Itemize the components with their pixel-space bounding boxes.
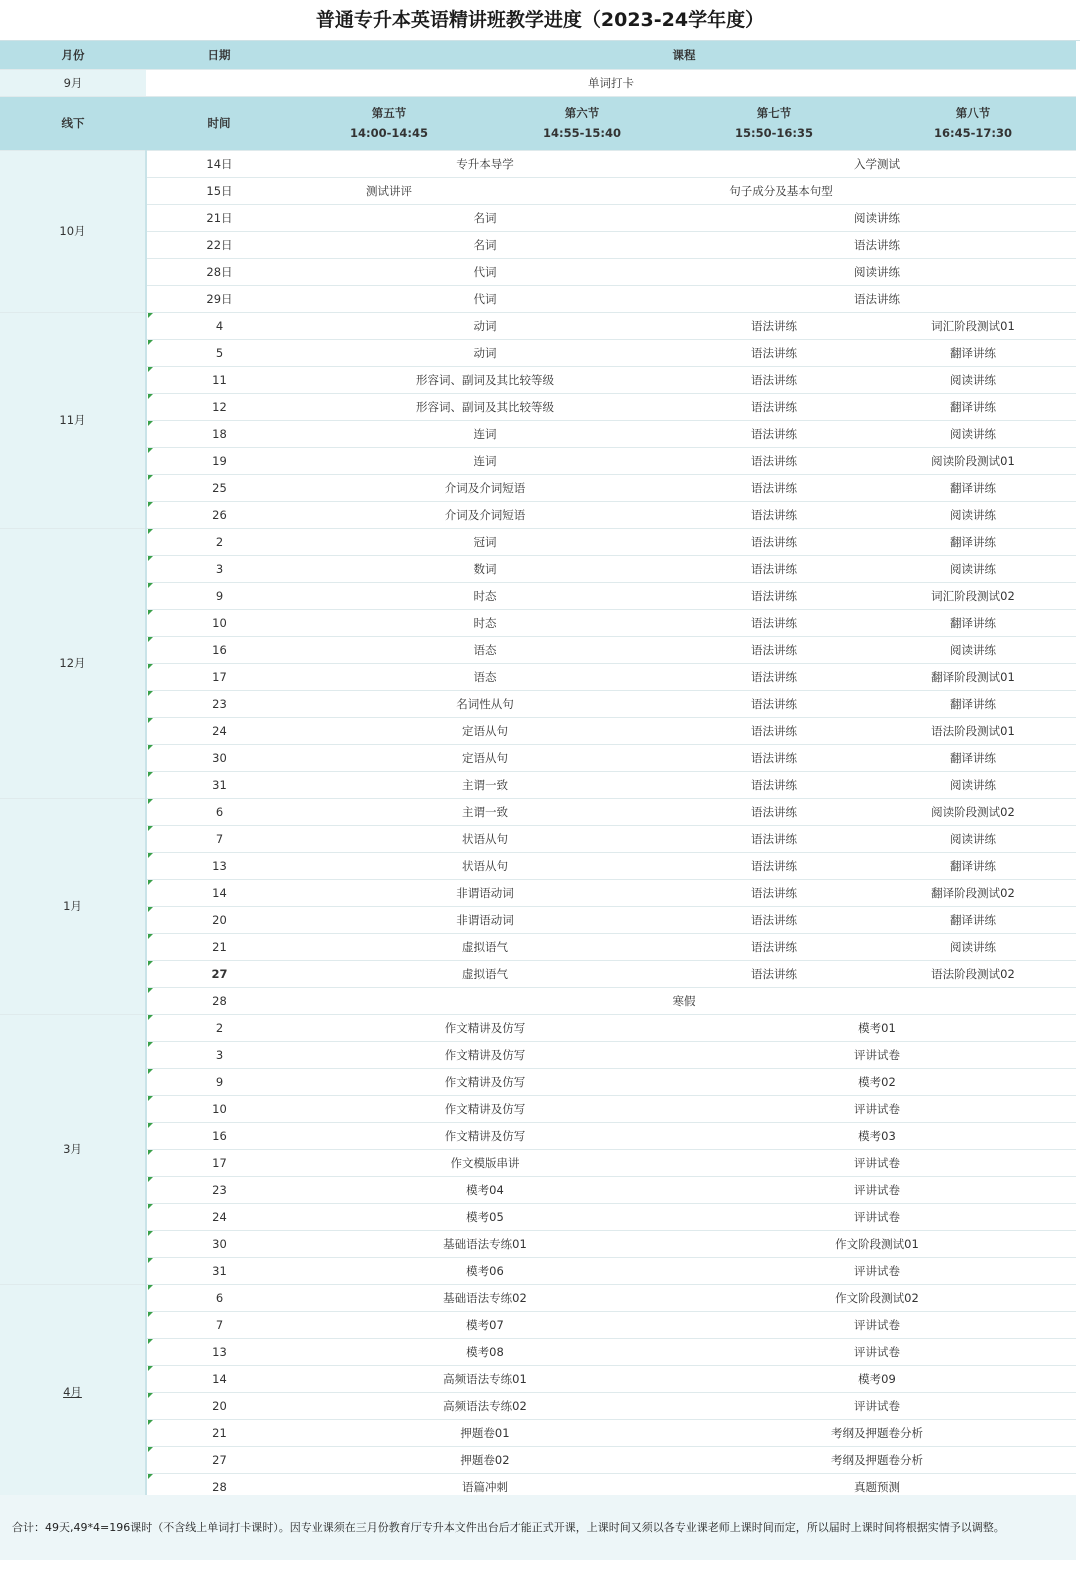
session-name: 第六节	[564, 106, 600, 120]
course-cell: 时态	[292, 609, 678, 636]
course-cell: 主谓一致	[292, 771, 678, 798]
course-cell: 形容词、副词及其比较等级	[292, 393, 678, 420]
table-row	[0, 528, 1076, 555]
september-course: 单词打卡	[146, 69, 1076, 96]
table-row	[0, 1014, 1076, 1041]
table-row	[0, 312, 1076, 339]
footer-note: 合计：49天,49*4=196课时（不含线上单词打卡课时）。因专业课须在三月份教育厅专升本文件出台后才能正式开课，上课时间又须以各专业课老师上课时间而定，所以届时上课时间将根据实情予以调整。	[0, 1495, 1076, 1560]
session-name: 第五节	[371, 106, 407, 120]
course-cell: 作文精讲及仿写	[292, 1122, 678, 1149]
course-cell: 翻译讲练	[870, 690, 1076, 717]
date-cell: 31	[146, 771, 292, 798]
course-cell: 高频语法专练02	[292, 1392, 678, 1419]
table-row	[0, 906, 1076, 933]
course-cell: 基础语法专练01	[292, 1230, 678, 1257]
course-cell: 阅读讲练	[870, 933, 1076, 960]
table-row	[0, 771, 1076, 798]
table-row	[0, 960, 1076, 987]
date-cell: 11	[146, 366, 292, 393]
month-label: 12月	[0, 528, 146, 798]
course-cell: 语法讲练	[678, 582, 870, 609]
course-cell: 数词	[292, 555, 678, 582]
course-cell: 评讲试卷	[678, 1149, 1076, 1176]
table-row	[0, 204, 1076, 231]
date-cell: 3	[146, 555, 292, 582]
table-row	[0, 1311, 1076, 1338]
course-cell: 真题预测	[678, 1473, 1076, 1500]
course-cell: 阅读讲练	[870, 825, 1076, 852]
date-cell: 3	[146, 1041, 292, 1068]
table-row	[0, 555, 1076, 582]
schedule-table	[0, 41, 1076, 1501]
date-cell: 25	[146, 474, 292, 501]
course-cell: 语态	[292, 636, 678, 663]
course-cell: 时态	[292, 582, 678, 609]
date-cell: 28日	[146, 258, 292, 285]
course-cell: 测试讲评	[292, 177, 486, 204]
session-header	[678, 96, 870, 150]
table-row	[0, 582, 1076, 609]
course-cell: 阅读讲练	[678, 204, 1076, 231]
course-cell: 语法讲练	[678, 852, 870, 879]
course-cell: 语法讲练	[678, 663, 870, 690]
month-label: 4月	[0, 1284, 146, 1500]
table-row	[0, 501, 1076, 528]
table-row	[0, 1392, 1076, 1419]
course-cell: 翻译讲练	[870, 393, 1076, 420]
month-label: 10月	[0, 150, 146, 312]
table-row	[0, 393, 1076, 420]
course-cell: 语法讲练	[678, 879, 870, 906]
course-cell: 语法讲练	[678, 798, 870, 825]
course-cell: 词汇阶段测试01	[870, 312, 1076, 339]
course-cell: 评讲试卷	[678, 1392, 1076, 1419]
course-cell: 考纲及押题卷分析	[678, 1419, 1076, 1446]
course-cell: 模考09	[678, 1365, 1076, 1392]
course-cell: 翻译讲练	[870, 744, 1076, 771]
course-cell: 语法讲练	[678, 231, 1076, 258]
course-cell: 语法讲练	[678, 825, 870, 852]
session-time: 15:50-16:35	[735, 126, 813, 140]
date-cell: 10	[146, 609, 292, 636]
course-cell: 虚拟语气	[292, 960, 678, 987]
course-cell: 考纲及押题卷分析	[678, 1446, 1076, 1473]
september-row	[0, 69, 1076, 96]
course-cell: 语法讲练	[678, 312, 870, 339]
table-row	[0, 150, 1076, 177]
date-cell: 18	[146, 420, 292, 447]
table-row	[0, 339, 1076, 366]
course-cell: 模考02	[678, 1068, 1076, 1095]
date-cell: 2	[146, 528, 292, 555]
date-cell: 2	[146, 1014, 292, 1041]
table-row	[0, 285, 1076, 312]
header-date: 日期	[146, 41, 292, 69]
course-cell: 动词	[292, 339, 678, 366]
course-cell: 定语从句	[292, 744, 678, 771]
date-cell: 23	[146, 1176, 292, 1203]
course-cell: 语法讲练	[678, 771, 870, 798]
course-cell: 语法讲练	[678, 609, 870, 636]
date-cell: 31	[146, 1257, 292, 1284]
table-row	[0, 231, 1076, 258]
table-row	[0, 663, 1076, 690]
course-cell: 模考01	[678, 1014, 1076, 1041]
holiday-cell: 寒假	[292, 987, 1076, 1014]
course-cell: 评讲试卷	[678, 1203, 1076, 1230]
date-cell: 15日	[146, 177, 292, 204]
date-cell: 29日	[146, 285, 292, 312]
session-header	[870, 96, 1076, 150]
course-cell: 主谓一致	[292, 798, 678, 825]
date-cell: 17	[146, 663, 292, 690]
course-cell: 语法讲练	[678, 960, 870, 987]
table-row	[0, 933, 1076, 960]
date-cell: 26	[146, 501, 292, 528]
table-row	[0, 1068, 1076, 1095]
course-cell: 名词	[292, 231, 678, 258]
date-cell: 13	[146, 852, 292, 879]
course-cell: 语法阶段测试02	[870, 960, 1076, 987]
date-cell: 16	[146, 636, 292, 663]
course-cell: 语法讲练	[678, 447, 870, 474]
header-offline: 线下	[0, 96, 146, 150]
course-cell: 翻译阶段测试02	[870, 879, 1076, 906]
course-cell: 评讲试卷	[678, 1311, 1076, 1338]
table-row	[0, 1230, 1076, 1257]
table-row	[0, 474, 1076, 501]
table-row	[0, 1446, 1076, 1473]
course-cell: 语法讲练	[678, 717, 870, 744]
course-cell: 状语从句	[292, 852, 678, 879]
date-cell: 7	[146, 825, 292, 852]
course-cell: 非谓语动词	[292, 879, 678, 906]
course-cell: 评讲试卷	[678, 1041, 1076, 1068]
month-label: 3月	[0, 1014, 146, 1284]
course-cell: 翻译讲练	[870, 339, 1076, 366]
course-cell: 作文精讲及仿写	[292, 1068, 678, 1095]
date-cell: 9	[146, 582, 292, 609]
course-cell: 作文阶段测试01	[678, 1230, 1076, 1257]
course-cell: 语法讲练	[678, 285, 1076, 312]
table-row	[0, 1176, 1076, 1203]
course-cell: 阅读阶段测试02	[870, 798, 1076, 825]
date-cell: 5	[146, 339, 292, 366]
course-cell: 入学测试	[678, 150, 1076, 177]
course-cell: 模考06	[292, 1257, 678, 1284]
course-cell: 语法阶段测试01	[870, 717, 1076, 744]
header-time: 时间	[146, 96, 292, 150]
table-row	[0, 825, 1076, 852]
month-label: 1月	[0, 798, 146, 1014]
date-cell: 22日	[146, 231, 292, 258]
table-row	[0, 1041, 1076, 1068]
session-header	[292, 96, 486, 150]
course-cell: 语法讲练	[678, 528, 870, 555]
course-cell: 句子成分及基本句型	[486, 177, 1076, 204]
date-cell: 10	[146, 1095, 292, 1122]
course-cell: 作文精讲及仿写	[292, 1014, 678, 1041]
table-row	[0, 1365, 1076, 1392]
course-cell: 翻译讲练	[870, 906, 1076, 933]
course-cell: 阅读讲练	[678, 258, 1076, 285]
date-cell: 27	[146, 960, 292, 987]
course-cell: 词汇阶段测试02	[870, 582, 1076, 609]
date-cell: 4	[146, 312, 292, 339]
table-row	[0, 1122, 1076, 1149]
course-cell: 语法讲练	[678, 906, 870, 933]
table-row	[0, 717, 1076, 744]
date-cell: 14	[146, 1365, 292, 1392]
date-cell: 7	[146, 1311, 292, 1338]
date-cell: 6	[146, 1284, 292, 1311]
date-cell: 19	[146, 447, 292, 474]
course-cell: 阅读讲练	[870, 771, 1076, 798]
session-time: 14:00-14:45	[350, 126, 428, 140]
date-cell: 14	[146, 879, 292, 906]
date-cell: 21日	[146, 204, 292, 231]
date-cell: 24	[146, 1203, 292, 1230]
date-cell: 27	[146, 1446, 292, 1473]
course-cell: 专升本导学	[292, 150, 678, 177]
table-row	[0, 420, 1076, 447]
table-row	[0, 1095, 1076, 1122]
course-cell: 冠词	[292, 528, 678, 555]
date-cell: 12	[146, 393, 292, 420]
header-row-sessions	[0, 96, 1076, 150]
table-row	[0, 987, 1076, 1014]
course-cell: 模考08	[292, 1338, 678, 1365]
date-cell: 21	[146, 933, 292, 960]
table-row	[0, 1284, 1076, 1311]
course-cell: 评讲试卷	[678, 1338, 1076, 1365]
table-row	[0, 447, 1076, 474]
table-row	[0, 1149, 1076, 1176]
date-cell: 20	[146, 1392, 292, 1419]
date-cell: 20	[146, 906, 292, 933]
date-cell: 21	[146, 1419, 292, 1446]
table-row	[0, 366, 1076, 393]
course-cell: 评讲试卷	[678, 1095, 1076, 1122]
course-cell: 翻译讲练	[870, 474, 1076, 501]
table-row	[0, 258, 1076, 285]
course-cell: 状语从句	[292, 825, 678, 852]
course-cell: 语法讲练	[678, 690, 870, 717]
course-cell: 阅读阶段测试01	[870, 447, 1076, 474]
table-row	[0, 1257, 1076, 1284]
course-cell: 语法讲练	[678, 420, 870, 447]
header-course: 课程	[292, 41, 1076, 69]
course-cell: 作文模版串讲	[292, 1149, 678, 1176]
course-cell: 基础语法专练02	[292, 1284, 678, 1311]
date-cell: 14日	[146, 150, 292, 177]
course-cell: 阅读讲练	[870, 636, 1076, 663]
session-time: 14:55-15:40	[543, 126, 621, 140]
date-cell: 23	[146, 690, 292, 717]
table-row	[0, 798, 1076, 825]
table-row	[0, 609, 1076, 636]
session-time: 16:45-17:30	[934, 126, 1012, 140]
date-cell: 16	[146, 1122, 292, 1149]
date-cell: 9	[146, 1068, 292, 1095]
session-name: 第八节	[955, 106, 991, 120]
course-cell: 连词	[292, 447, 678, 474]
course-cell: 阅读讲练	[870, 555, 1076, 582]
course-cell: 阅读讲练	[870, 366, 1076, 393]
session-name: 第七节	[756, 106, 792, 120]
course-cell: 虚拟语气	[292, 933, 678, 960]
table-row	[0, 744, 1076, 771]
course-cell: 语法讲练	[678, 933, 870, 960]
course-cell: 评讲试卷	[678, 1257, 1076, 1284]
header-row-top	[0, 41, 1076, 69]
course-cell: 语法讲练	[678, 636, 870, 663]
date-cell: 17	[146, 1149, 292, 1176]
table-row	[0, 1203, 1076, 1230]
course-cell: 押题卷02	[292, 1446, 678, 1473]
course-cell: 连词	[292, 420, 678, 447]
course-cell: 语法讲练	[678, 474, 870, 501]
month-label: 11月	[0, 312, 146, 528]
date-cell: 6	[146, 798, 292, 825]
table-row	[0, 636, 1076, 663]
date-cell: 30	[146, 744, 292, 771]
course-cell: 模考05	[292, 1203, 678, 1230]
course-cell: 模考07	[292, 1311, 678, 1338]
course-cell: 阅读讲练	[870, 420, 1076, 447]
course-cell: 押题卷01	[292, 1419, 678, 1446]
course-cell: 介词及介词短语	[292, 474, 678, 501]
course-cell: 定语从句	[292, 717, 678, 744]
course-cell: 作文精讲及仿写	[292, 1041, 678, 1068]
table-row	[0, 690, 1076, 717]
course-cell: 语篇冲刺	[292, 1473, 678, 1500]
session-header	[486, 96, 678, 150]
table-row	[0, 879, 1076, 906]
month-label: 9月	[0, 69, 146, 96]
course-cell: 动词	[292, 312, 678, 339]
course-cell: 翻译阶段测试01	[870, 663, 1076, 690]
header-month: 月份	[0, 41, 146, 69]
course-cell: 语法讲练	[678, 366, 870, 393]
date-cell: 28	[146, 987, 292, 1014]
date-cell: 28	[146, 1473, 292, 1500]
page-title: 普通专升本英语精讲班教学进度（2023-24学年度）	[0, 0, 1080, 41]
date-cell: 13	[146, 1338, 292, 1365]
course-cell: 名词性从句	[292, 690, 678, 717]
course-cell: 模考03	[678, 1122, 1076, 1149]
table-row	[0, 1338, 1076, 1365]
course-cell: 翻译讲练	[870, 528, 1076, 555]
course-cell: 模考04	[292, 1176, 678, 1203]
table-row	[0, 177, 1076, 204]
course-cell: 名词	[292, 204, 678, 231]
course-cell: 代词	[292, 258, 678, 285]
course-cell: 阅读讲练	[870, 501, 1076, 528]
course-cell: 形容词、副词及其比较等级	[292, 366, 678, 393]
course-cell: 语法讲练	[678, 339, 870, 366]
course-cell: 介词及介词短语	[292, 501, 678, 528]
course-cell: 作文阶段测试02	[678, 1284, 1076, 1311]
course-cell: 代词	[292, 285, 678, 312]
table-row	[0, 1419, 1076, 1446]
course-cell: 语法讲练	[678, 501, 870, 528]
course-cell: 翻译讲练	[870, 852, 1076, 879]
date-cell: 30	[146, 1230, 292, 1257]
course-cell: 评讲试卷	[678, 1176, 1076, 1203]
course-cell: 作文精讲及仿写	[292, 1095, 678, 1122]
course-cell: 语法讲练	[678, 555, 870, 582]
course-cell: 翻译讲练	[870, 609, 1076, 636]
course-cell: 非谓语动词	[292, 906, 678, 933]
course-cell: 语态	[292, 663, 678, 690]
course-cell: 语法讲练	[678, 744, 870, 771]
date-cell: 24	[146, 717, 292, 744]
table-row	[0, 852, 1076, 879]
course-cell: 高频语法专练01	[292, 1365, 678, 1392]
course-cell: 语法讲练	[678, 393, 870, 420]
